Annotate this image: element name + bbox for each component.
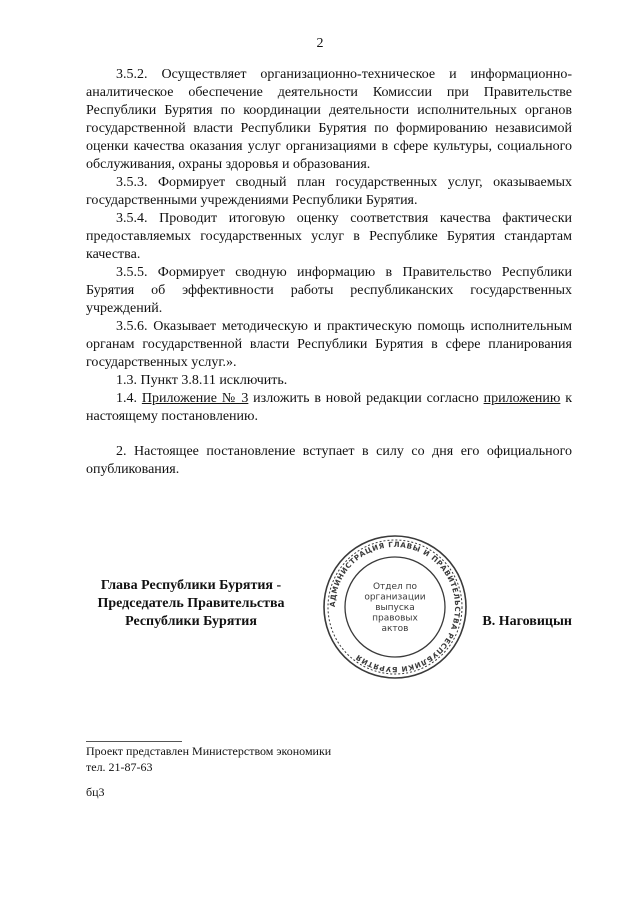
paragraph-1-4: [86, 390, 572, 426]
footnote: [86, 743, 486, 775]
document-code: бц3: [86, 785, 105, 799]
document-body: [86, 66, 572, 479]
seal-center-line: правовых: [372, 613, 418, 624]
paragraph-1-4-suffix: к настоящему постановлению.: [86, 391, 573, 424]
paragraph-3-5-5: 3.5.5. Формирует сводную информацию в Правительство Республики Бурятия об эффективности работы республиканских государственных учреждений.: [86, 265, 572, 316]
seal-graphic: [321, 533, 469, 681]
seal-center-line: актов: [381, 624, 409, 634]
paragraph-3-5-4: 3.5.4. Проводит итоговую оценку соответствия качества фактически предоставляемых государственных услуг в Республике Бурятия стандартам качества.: [86, 211, 572, 262]
paragraph-1-4-prefix: 1.4.: [116, 391, 142, 406]
paragraph-1-3: 1.3. Пункт 3.8.11 исключить.: [116, 373, 288, 388]
official-seal: [321, 533, 469, 681]
signatory-title-line1: Глава Республики Бурятия -: [100, 578, 282, 593]
footnote-line1: Проект представлен Министерством экономики: [86, 744, 332, 758]
paragraph-2: 2. Настоящее постановление вступает в силу со дня его официального опубликования.: [86, 444, 572, 477]
seal-center-lettering: [364, 582, 425, 634]
appendix-link[interactable]: приложению: [483, 391, 561, 406]
paragraph-3-5-6: 3.5.6. Оказывает методическую и практическую помощь исполнительным органам государственной власти Республики Бурятия в сфере планирования государственных услуг.».: [86, 319, 572, 370]
page-number: 2: [316, 36, 324, 51]
signatory-name: В. Наговицын: [482, 614, 572, 629]
seal-center-line: организации: [364, 592, 426, 603]
appendix-3-link[interactable]: Приложение № 3: [141, 391, 249, 406]
paragraph-1-4-middle: изложить в новой редакции согласно: [248, 391, 484, 406]
seal-center-line: выпуска: [375, 603, 415, 613]
signatory-title-line3: Республики Бурятия: [125, 614, 257, 629]
signatory-title: [86, 577, 296, 631]
paragraph-3-5-2: 3.5.2. Осуществляет организационно-техническое и информационно-аналитическое обеспечение деятельности Комиссии при Правительстве Республики Бурятия по координации деятельности исполнительных органов государственной власти Республики Бурятия по формированию независимой оценки качества оказания услуг организациями в сфере культуры, социального обслуживания, охраны здоровья и образования.: [86, 67, 572, 172]
seal-ring-lettering: АДМИНИСТРАЦИЯ ГЛАВЫ И ПРАВИТЕЛЬСТВА РЕСПУБЛИКИ БУРЯТИЯ: [327, 539, 463, 675]
signatory-title-line2: Председатель Правительства: [97, 596, 285, 611]
footnote-line2: тел. 21-87-63: [86, 760, 153, 774]
seal-center-line: Отдел по: [372, 582, 418, 592]
paragraph-3-5-3: 3.5.3. Формирует сводный план государственных услуг, оказываемых государственными учреждениями Республики Бурятия.: [86, 175, 572, 208]
footnote-divider: [86, 741, 182, 742]
